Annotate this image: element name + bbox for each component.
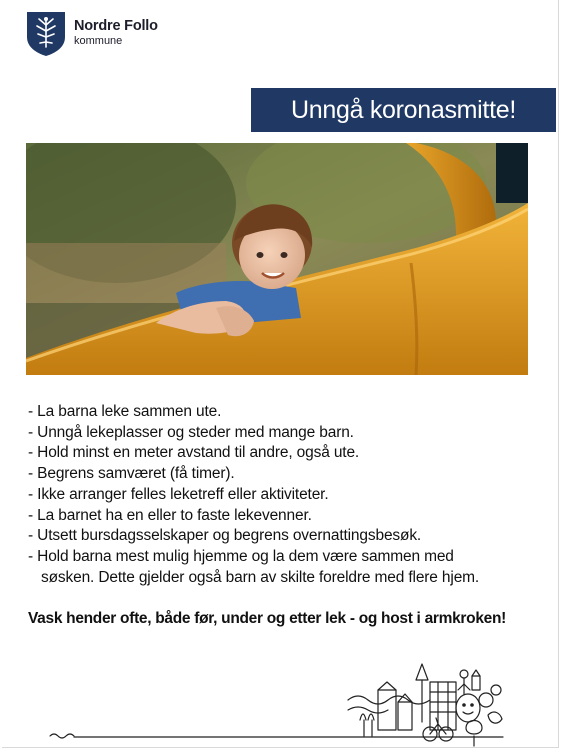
coat-of-arms-icon (26, 11, 66, 57)
handwash-callout: Vask hender ofte, både før, under og etter lek - og host i armkroken! (28, 610, 506, 627)
list-item-continuation: søsken. Dette gjelder også barn av skilte foreldre med flere hjem. (41, 568, 480, 586)
list-item: - La barna leke sammen ute. (28, 403, 222, 420)
list-item: - La barnet ha en eller to faste lekevenner. (28, 506, 312, 524)
child-on-slide-photo (26, 143, 528, 375)
logo-name: Nordre Follo (74, 18, 158, 34)
logo-subtitle: kommune (74, 35, 123, 47)
list-item: - Unngå lekeplasser og steder med mange barn. (28, 423, 354, 441)
list-item: - Ikke arranger felles leketreff eller aktiviteter. (28, 485, 329, 503)
municipality-logo (26, 11, 158, 57)
town-line-illustration (48, 660, 508, 748)
list-item: - Hold barna mest mulig hjemme og la dem være sammen med (28, 547, 454, 565)
advice-list (28, 402, 538, 588)
list-item: - Utsett bursdagsselskaper og begrens overnattingsbesøk. (28, 527, 422, 545)
list-item: - Hold minst en meter avstand til andre, også ute. (28, 444, 360, 462)
list-item: - Begrens samværet (få timer). (28, 465, 235, 483)
page-title: Unngå koronasmitte! (251, 88, 556, 132)
